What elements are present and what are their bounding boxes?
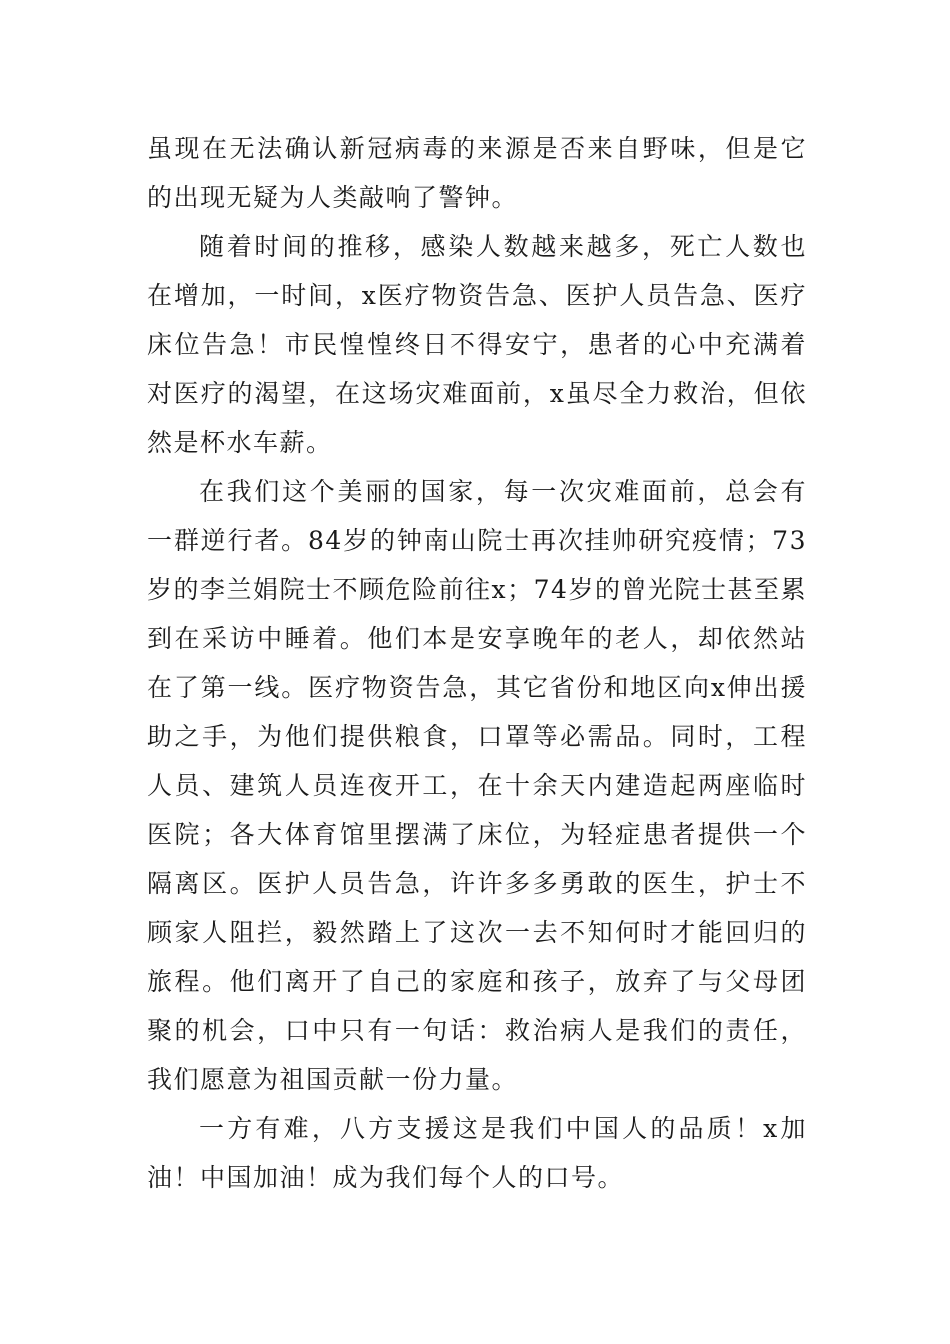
paragraph-2: 随着时间的推移，感染人数越来越多，死亡人数也在增加，一时间，x医疗物资告急、医护人员告急、医疗床位告急！市民惶惶终日不得安宁，患者的心中充满着对医疗的渴望，在这场灾难面前，x虽尽全力救治，但依然是杯水车薪。 <box>147 232 807 457</box>
paragraph-3: 在我们这个美丽的国家，每一次灾难面前，总会有一群逆行者。84岁的钟南山院士再次挂帅研究疫情；73岁的李兰娟院士不顾危险前往x；74岁的曾光院士甚至累到在采访中睡着。他们本是安享晚年的老人，却依然站在了第一线。医疗物资告急，其它省份和地区向x伸出援助之手，为他们提供粮食，口罩等必需品。同时，工程人员、建筑人员连夜开工，在十余天内建造起两座临时医院；各大体育馆里摆满了床位，为轻症患者提供一个隔离区。医护人员告急，许许多多勇敢的医生，护士不顾家人阻拦，毅然踏上了这次一去不知何时才能回归的旅程。他们离开了自己的家庭和孩子，放弃了与父母团聚的机会，口中只有一句话：救治病人是我们的责任，我们愿意为祖国贡献一份力量。 <box>147 477 807 1094</box>
paragraph-4: 一方有难，八方支援这是我们中国人的品质！x加油！中国加油！成为我们每个人的口号。 <box>147 1114 807 1192</box>
document-body <box>147 124 807 1202</box>
paragraph-1: 虽现在无法确认新冠病毒的来源是否来自野味，但是它的出现无疑为人类敲响了警钟。 <box>147 134 807 212</box>
